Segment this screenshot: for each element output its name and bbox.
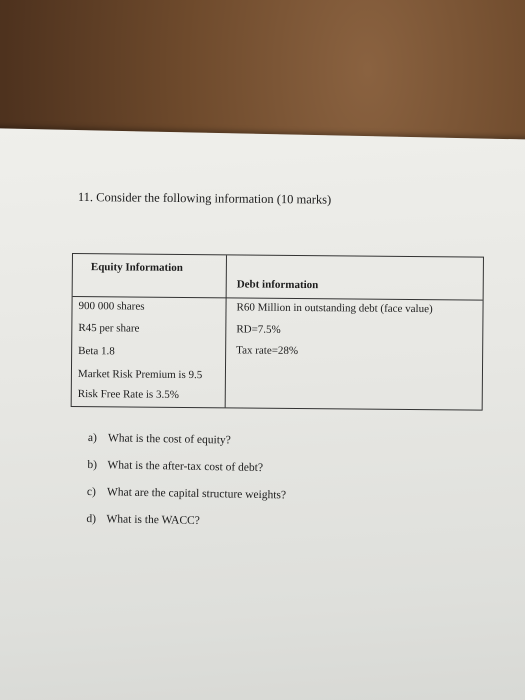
question-title: 11. Consider the following information (10 marks) (77, 190, 332, 207)
equity-row: Beta 1.8 (78, 345, 115, 358)
subquestion-letter: a) (87, 432, 97, 445)
equity-row: Market Risk Premium is 9.5 (77, 368, 203, 382)
debt-row: RD=7.5% (236, 323, 281, 336)
subquestion-item (88, 432, 288, 462)
equity-row: 900 000 shares (78, 300, 145, 313)
subquestion-list (86, 432, 287, 543)
debt-row: R60 Million in outstanding debt (face value) (236, 301, 433, 316)
subquestion-letter: c) (86, 485, 96, 499)
subquestion-text: What is the cost of equity? (107, 432, 231, 447)
subquestion-item (86, 513, 286, 543)
equity-row: Risk Free Rate is 3.5% (77, 388, 179, 401)
subquestion-letter: b) (87, 458, 98, 472)
subquestion-text: What is the WACC? (106, 513, 200, 527)
subquestion-item (87, 459, 287, 489)
subquestion-text: What are the capital structure weights? (106, 486, 287, 502)
subquestion-letter: d) (86, 512, 97, 526)
subquestion-text: What is the after-tax cost of debt? (107, 459, 264, 475)
information-table (71, 253, 484, 411)
debt-row: Tax rate=28% (236, 344, 299, 357)
debt-header: Debt information (236, 278, 319, 292)
equity-header: Equity Information (90, 261, 183, 274)
equity-row: R45 per share (78, 322, 140, 335)
subquestion-item (87, 486, 287, 516)
